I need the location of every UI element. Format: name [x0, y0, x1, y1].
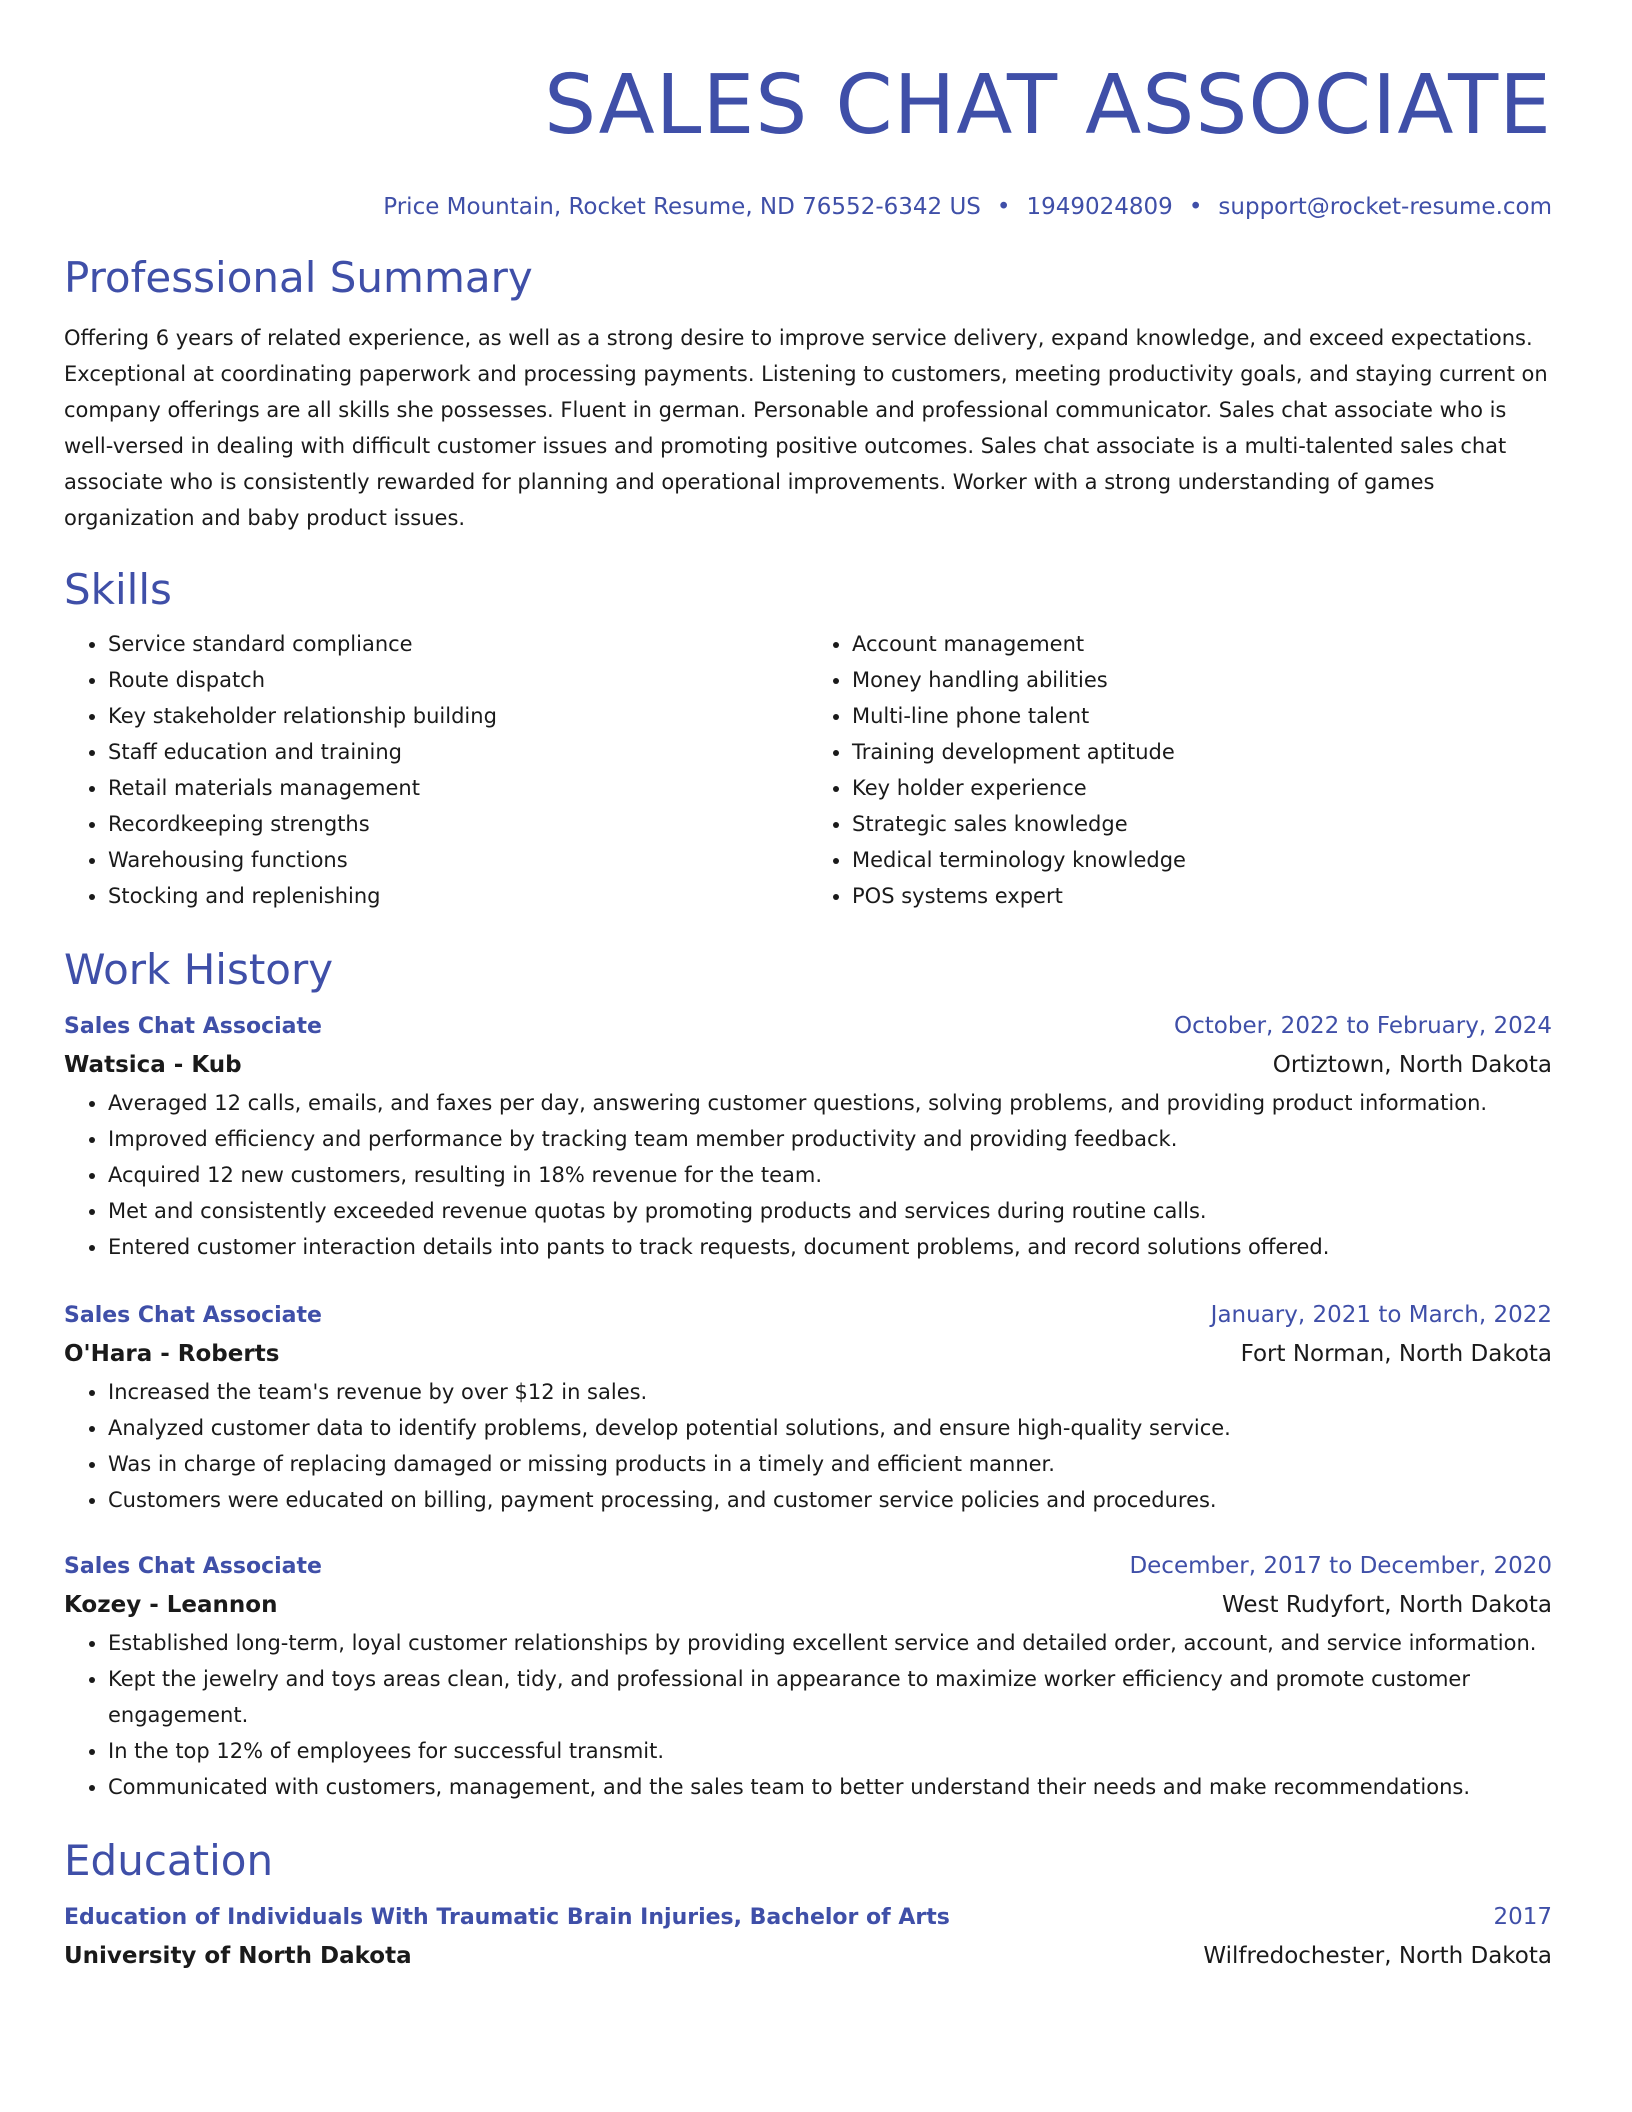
skill-item: • Staff education and training — [108, 734, 808, 770]
job-bullet: • Entered customer interaction details into pants to track requests, document problems, and record solutions offered. — [108, 1229, 1552, 1265]
job-header — [64, 1548, 1552, 1585]
job-bullet: • Averaged 12 calls, emails, and faxes per day, answering customer questions, solving problems, and providing product information. — [108, 1085, 1552, 1121]
contact-separator: • — [1188, 194, 1203, 220]
education-school: University of North Dakota — [64, 1943, 412, 1969]
education-year: 2017 — [1493, 1904, 1552, 1930]
job-bullets — [64, 1625, 1552, 1805]
job-title: Sales Chat Associate — [64, 1554, 322, 1579]
skill-item: • Key stakeholder relationship building — [108, 698, 808, 734]
skill-item: • POS systems expert — [852, 878, 1552, 914]
section-heading-summary: Professional Summary — [64, 253, 533, 302]
skill-item: • Account management — [852, 626, 1552, 662]
education-degree: Education of Individuals With Traumatic Brain Injuries, Bachelor of Arts — [64, 1905, 950, 1930]
job-bullet: • Improved efficiency and performance by tracking team member productivity and providing feedback. — [108, 1121, 1552, 1157]
skills-left-column — [64, 626, 808, 914]
job-company: Kozey - Leannon — [64, 1592, 278, 1618]
job-bullet: • Communicated with customers, management, and the sales team to better understand their needs and make recommendations. — [108, 1769, 1552, 1805]
education-section — [64, 1833, 1552, 1976]
work-history-section — [64, 942, 1552, 1805]
contact-line — [64, 192, 1552, 222]
skill-item: • Warehousing functions — [108, 842, 808, 878]
job-subheader — [64, 1045, 1552, 1085]
skill-item: • Route dispatch — [108, 662, 808, 698]
job-bullet: • Acquired 12 new customers, resulting in 18% revenue for the team. — [108, 1157, 1552, 1193]
skill-item: • Medical terminology knowledge — [852, 842, 1552, 878]
section-heading-skills: Skills — [64, 565, 172, 614]
job-bullet: • In the top 12% of employees for successful transmit. — [108, 1733, 1552, 1769]
skill-item: • Stocking and replenishing — [108, 878, 808, 914]
job-bullet: • Was in charge of replacing damaged or missing products in a timely and efficient manner. — [108, 1446, 1552, 1482]
education-location: Wilfredochester, North Dakota — [1203, 1943, 1552, 1969]
skill-item: • Multi-line phone talent — [852, 698, 1552, 734]
job-entry — [64, 1008, 1552, 1265]
skill-item: • Training development aptitude — [852, 734, 1552, 770]
job-bullet: • Established long-term, loyal customer relationships by providing excellent service and detailed order, account, and service information. — [108, 1625, 1552, 1661]
resume-title: SALES CHAT ASSOCIATE — [544, 58, 1552, 153]
education-entry — [64, 1899, 1552, 1976]
education-header — [64, 1899, 1552, 1936]
job-title: Sales Chat Associate — [64, 1303, 322, 1328]
job-location: Fort Norman, North Dakota — [1240, 1341, 1552, 1367]
skills-columns — [64, 626, 1552, 914]
skill-item: • Money handling abilities — [852, 662, 1552, 698]
contact-address: Price Mountain, Rocket Resume, ND 76552-6342 US — [383, 194, 981, 220]
skill-item: • Service standard compliance — [108, 626, 808, 662]
job-bullets — [64, 1374, 1552, 1518]
skill-item: • Key holder experience — [852, 770, 1552, 806]
job-entry — [64, 1548, 1552, 1805]
section-heading-education: Education — [64, 1836, 274, 1885]
job-dates: January, 2021 to March, 2022 — [1210, 1302, 1552, 1328]
skill-item: • Retail materials management — [108, 770, 808, 806]
skills-section — [64, 562, 1552, 914]
job-bullet: • Met and consistently exceeded revenue quotas by promoting products and services during routine calls. — [108, 1193, 1552, 1229]
job-bullets — [64, 1085, 1552, 1265]
contact-email[interactable]: support@rocket-resume.com — [1218, 194, 1552, 220]
section-heading-work: Work History — [64, 945, 334, 994]
job-location: West Rudyfort, North Dakota — [1222, 1592, 1552, 1618]
job-location: Ortiztown, North Dakota — [1272, 1052, 1552, 1078]
job-bullet: • Increased the team's revenue by over $12 in sales. — [108, 1374, 1552, 1410]
skill-item: • Recordkeeping strengths — [108, 806, 808, 842]
job-header — [64, 1008, 1552, 1045]
job-subheader — [64, 1585, 1552, 1625]
summary-section — [64, 250, 1552, 536]
job-subheader — [64, 1334, 1552, 1374]
job-title: Sales Chat Associate — [64, 1014, 322, 1039]
summary-text: Offering 6 years of related experience, as well as a strong desire to improve service delivery, expand knowledge, and exceed expectations. Exceptional at coordinating paperwork and processing payments. Listening to customers, meeting productivity goals, and staying current on company offerings are all skills she possesses. Fluent in german. Personable and professional communicator. Sales chat associate who is well-versed in dealing with difficult customer issues and promoting positive outcomes. Sales chat associate is a multi-talented sales chat associate who is consistently rewarded for planning and operational improvements. Worker with a strong understanding of games organization and baby product issues. — [64, 326, 1548, 530]
skill-item: • Strategic sales knowledge — [852, 806, 1552, 842]
job-dates: October, 2022 to February, 2024 — [1174, 1013, 1552, 1039]
education-subheader — [64, 1936, 1552, 1976]
job-bullet: • Customers were educated on billing, payment processing, and customer service policies and procedures. — [108, 1482, 1552, 1518]
contact-phone[interactable]: 1949024809 — [1026, 194, 1173, 220]
job-company: O'Hara - Roberts — [64, 1341, 280, 1367]
job-header — [64, 1297, 1552, 1334]
job-entry — [64, 1297, 1552, 1518]
skills-right-column — [808, 626, 1552, 914]
contact-separator: • — [996, 194, 1011, 220]
job-bullet: • Analyzed customer data to identify problems, develop potential solutions, and ensure high-quality service. — [108, 1410, 1552, 1446]
job-bullet: • Kept the jewelry and toys areas clean, tidy, and professional in appearance to maximize worker efficiency and promote customer engagement. — [108, 1661, 1552, 1733]
job-company: Watsica - Kub — [64, 1052, 242, 1078]
job-dates: December, 2017 to December, 2020 — [1129, 1553, 1552, 1579]
